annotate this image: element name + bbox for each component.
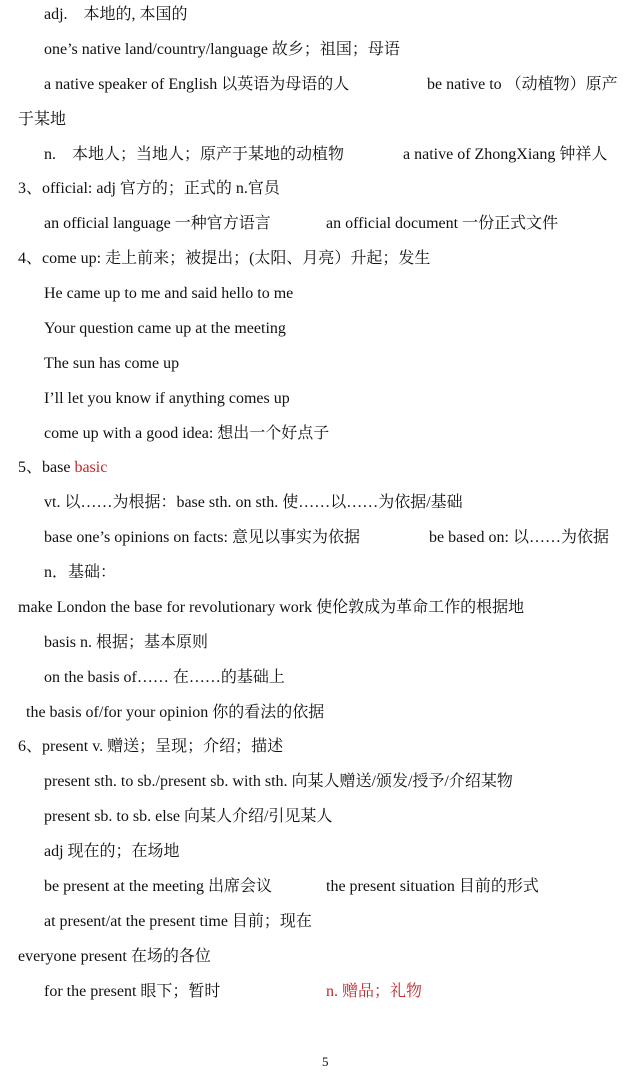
line-text: at present/at the present time 目前；现在 [44,913,312,930]
line-text: present sth. to sb./present sb. with sth. 向某人赠送/颁发/授予/介绍某物 [44,773,513,790]
text-line [44,807,332,827]
line-text: I’ll let you know if anything comes up [44,390,290,407]
highlighted-word: basic [74,459,108,476]
line-text: come up with a good idea: 想出一个好点子 [44,425,330,442]
section-heading [18,737,283,757]
line-text: one’s native land/country/language 故乡；祖国；母语 [44,41,400,58]
line-text: a native of ZhongXiang 钟祥人 [403,146,608,163]
line-text: the present situation 目前的形式 [326,878,539,895]
line-text: for the present 眼下；暂时 [44,983,221,1000]
line-text: 3、official: adj 官方的；正式的 n.官员 [18,180,280,197]
line-text: vt. 以……为根据：base sth. on sth. 使……以……为依据/基础 [44,494,463,511]
line-text: a native speaker of English 以英语为母语的人 [44,76,350,93]
line-text: The sun has come up [44,355,180,372]
line-text: be native to （动植物）原产 [427,76,618,93]
text-line [44,354,179,374]
text-line [44,772,513,792]
line-text: 6、present v. 赠送；呈现；介绍；描述 [18,738,284,755]
text-line [44,389,290,409]
section-heading [18,458,107,478]
line-text: n. 本地人；当地人；原产于某地的动植物 [44,146,345,163]
text-line [18,947,211,967]
text-line [18,598,524,618]
text-line [44,842,180,862]
line-text: an official language 一种官方语言 [44,215,271,232]
line-text: an official document 一份正式文件 [326,215,559,232]
text-line [44,633,208,653]
line-text: be present at the meeting 出席会议 [44,878,272,895]
line-text: everyone present 在场的各位 [18,948,211,965]
line-text: be based on: 以……为依据 [429,529,609,546]
section-heading [18,249,430,269]
line-text: on the basis of…… 在……的基础上 [44,669,285,686]
text-line [44,563,116,583]
text-line [44,912,312,932]
text-line [44,424,329,444]
highlighted-text: n. 赠品；礼物 [326,983,423,1000]
line-text: 于某地 [18,111,67,128]
line-text: Your question came up at the meeting [44,320,286,337]
text-line [44,5,188,25]
line-text: make London the base for revolutionary work 使伦敦成为革命工作的根据地 [18,599,525,616]
text-line [44,493,463,513]
line-text: adj. 本地的, 本国的 [44,6,188,23]
line-text: 4、come up: 走上前来；被提出；(太阳、月亮）升起；发生 [18,250,431,267]
page-number: 5 [322,1054,329,1069]
line-text: n．基础： [44,564,117,581]
text-line [44,40,400,60]
text-line [44,284,293,304]
text-line [26,703,324,723]
section-heading [18,179,280,199]
text-line [44,668,285,688]
line-text: present sb. to sb. else 向某人介绍/引见某人 [44,808,333,825]
line-text: the basis of/for your opinion 你的看法的依据 [26,704,325,721]
line-text: adj 现在的；在场地 [44,843,180,860]
line-text: base one’s opinions on facts: 意见以事实为依据 [44,529,360,546]
line-text: He came up to me and said hello to me [44,285,294,302]
text-line [44,319,286,339]
text-line [18,110,66,130]
line-text: 5、base [18,459,75,476]
line-text: basis n. 根据；基本原则 [44,634,209,651]
